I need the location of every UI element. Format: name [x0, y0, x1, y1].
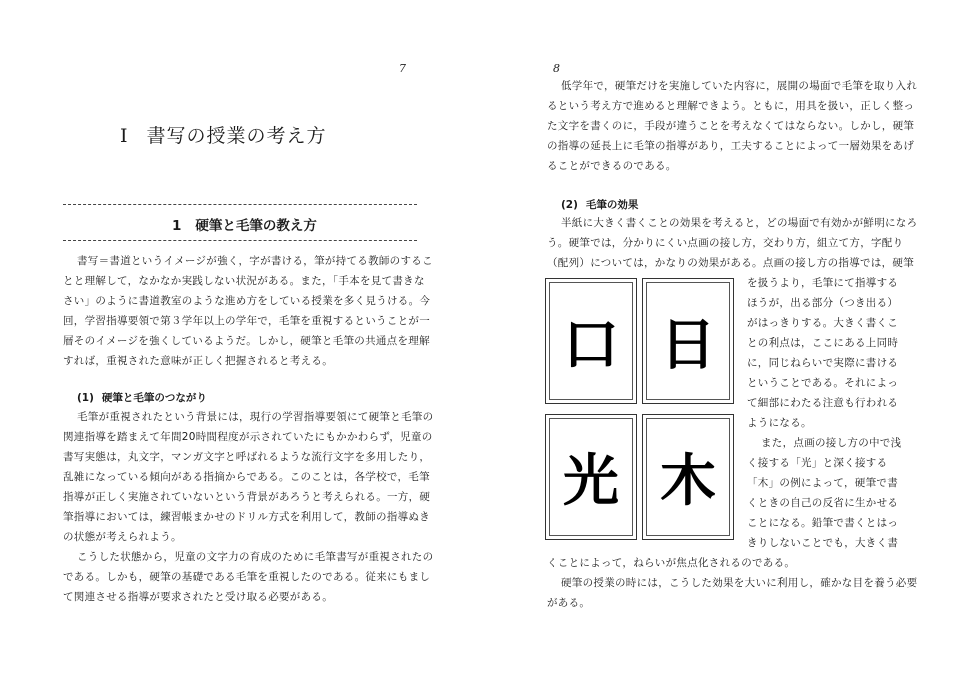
text-line: ことになる。鉛筆で書くとはっ [747, 517, 899, 529]
calligraphy-box [642, 414, 734, 540]
subsection-number: (1) [77, 392, 94, 404]
text-line: 半紙に大きく書くことの効果を考えると，どの場面で有効かが鮮明になろ [561, 217, 918, 229]
text-line: の指導の延長上に毛筆の指導があり，工夫することによって一層効果をあげ [547, 140, 915, 152]
text-line: ということである。それによっ [747, 377, 899, 389]
text-line: 硬筆の授業の時には，こうした効果を大いに利用し，確かな目を養う必要 [561, 577, 918, 589]
right-page-number: 8 [553, 62, 560, 75]
text-line: 回，学習指導要領で第３学年以上の学年で，毛筆を重視するということが一 [63, 315, 430, 327]
text-line: を扱うより，毛筆にて指導する [747, 277, 899, 289]
text-line: である。しかも，硬筆の基礎である毛筆を重視したのである。従来にもまし [63, 571, 431, 583]
text-line: きりしないことでも，大きく書 [747, 537, 899, 549]
text-line: がはっきりする。大きく書くこ [747, 317, 899, 329]
text-line: くときの自己の反省に生かせる [747, 497, 899, 509]
text-line: 書写実態は，丸文字，マンガ文字と呼ばれるような流行文字を多用したり， [63, 451, 431, 463]
subsection-title: 硬筆と毛筆のつながり [101, 392, 207, 404]
text-line: さい」のように書道教室のような進め方をしている授業を多く見うける。今 [63, 295, 431, 307]
section-divider-top [63, 204, 417, 205]
chapter-title [120, 121, 400, 148]
text-line: とと理解して，なかなか実践しない状況がある。また，「手本を見て書きな [63, 275, 425, 287]
text-line: 低学年で，硬筆だけを実施していた内容に，展開の場面で毛筆を取り入れ [561, 80, 918, 92]
subsection-title: 毛筆の効果 [585, 199, 639, 211]
calligraphy-character: 日 [660, 313, 716, 378]
calligraphy-character: 口 [563, 313, 619, 378]
text-line: の状態が考えられよう。 [63, 531, 182, 543]
text-line: 毛筆が重視されたという背景には，現行の学習指導要領にて硬筆と毛筆の [77, 411, 434, 423]
section-number: 1 [172, 218, 182, 234]
calligraphy-box [545, 414, 637, 540]
text-line: 乱雑になっている傾向がある指摘からである。このことは，各学校で，毛筆 [63, 471, 430, 483]
subsection-number: (2) [561, 199, 578, 211]
text-line: がある。 [547, 597, 591, 609]
text-line: て細部にわたる注意も行われる [747, 397, 899, 409]
text-line: 指導が正しく実施されていないという背景があろうと考えられる。一方，硬 [63, 491, 431, 503]
text-line: 筆指導においては，練習帳まかせのドリル方式を利用して，教師の指導ぬき [63, 511, 430, 523]
text-line: に，同じねらいで実際に書ける [747, 357, 899, 369]
text-line: 「木」の例によって，硬筆で書 [747, 477, 898, 489]
calligraphy-character: 光 [563, 449, 619, 514]
text-line: く接する「光」と深く接する [747, 457, 888, 469]
text-line: 書写＝書道というイメージが強く，字が書ける，筆が持てる教師のするこ [77, 255, 433, 267]
text-line: との利点は，ここにある上同時 [747, 337, 899, 349]
text-line: すれば，重視された意味が正しく把握されると考える。 [63, 355, 333, 367]
text-line: るという考え方で進めると理解できよう。ともに，用具を扱い，正しく整っ [547, 100, 915, 112]
text-line: （配列）については，かなりの効果がある。点画の接し方の指導では，硬筆 [547, 257, 914, 269]
section-title: 硬筆と毛筆の教え方 [195, 218, 317, 234]
calligraphy-box [642, 278, 734, 404]
text-line: 関連指導を踏まえて年間20時間程度が示されていたにもかかわらず，児童の [63, 431, 433, 443]
text-line: た文字を書くのに，手段が違うことを考えなくてはならない。しかし，硬筆 [547, 120, 915, 132]
left-page-number: 7 [399, 62, 406, 75]
text-line: また，点画の接し方の中で浅 [761, 437, 902, 449]
subsection-heading-2 [561, 197, 638, 212]
text-line: ようになる。 [747, 417, 812, 429]
calligraphy-box [545, 278, 637, 404]
text-line: て関連させる指導が要求されたと受け取る必要がある。 [63, 591, 333, 603]
subsection-heading-1 [77, 390, 207, 405]
calligraphy-character: 木 [660, 449, 716, 514]
section-divider-bottom [63, 240, 417, 241]
section-heading [172, 214, 317, 234]
text-line: う。硬筆では，分かりにくい点画の接し方，交わり方，組立て方，字配り [547, 237, 904, 249]
chapter-roman-numeral: Ⅰ [120, 125, 129, 147]
chapter-title-text: 書写の授業の考え方 [146, 125, 327, 147]
text-line: ほうが，出る部分（つき出る） [747, 297, 899, 309]
text-line: こうした状態から，児童の文字力の育成のために毛筆書写が重視されたの [77, 551, 434, 563]
text-line: 層そのイメージを強くしているようだ。しかし，硬筆と毛筆の共通点を理解 [63, 335, 430, 347]
text-line: ることができるのである。 [547, 160, 677, 172]
text-line: くことによって，ねらいが焦点化されるのである。 [547, 557, 796, 569]
